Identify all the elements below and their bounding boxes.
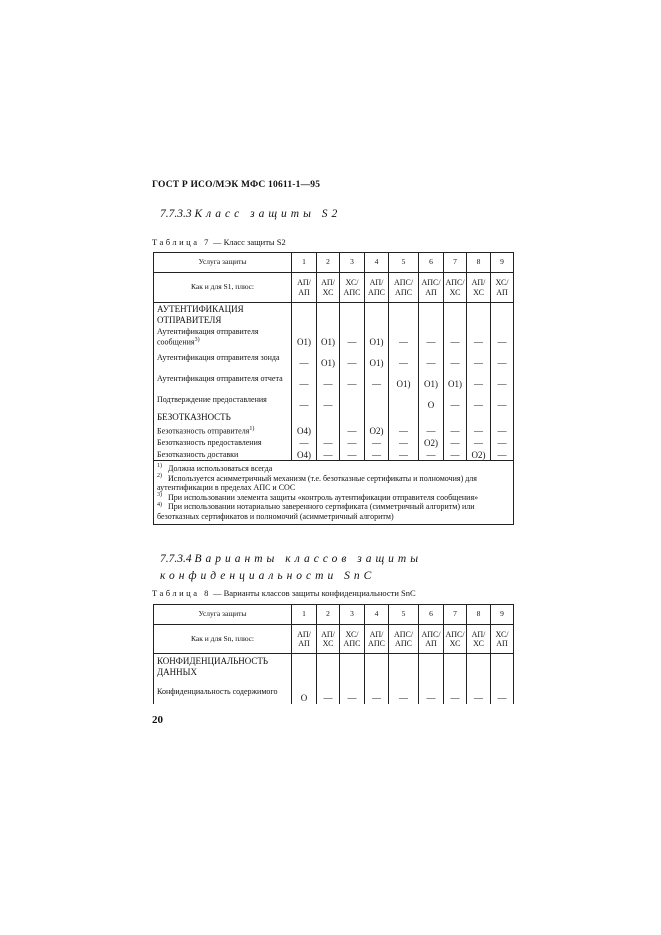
value-cell: O2)	[419, 437, 444, 449]
table8-row2-label: Как и для Sn, плюс:	[154, 625, 292, 654]
value-cell: O2)	[365, 425, 389, 437]
footnote: $^{3)}$ При использовании элемента защиты «контроль аутентификации отправителя сообщения»	[157, 491, 479, 502]
value-cell: O1)	[389, 369, 419, 390]
col-num: 3	[340, 605, 365, 625]
value-cell: —	[317, 449, 340, 461]
value-cell: —	[467, 680, 491, 704]
mode-cell: АПС/ АПС	[389, 625, 419, 654]
document-header: ГОСТ Р ИСО/МЭК МФС 10611-1—95	[152, 180, 321, 190]
table7-row	[154, 327, 514, 348]
section-number: 7.7.3.3	[160, 208, 192, 220]
value-cell: —	[340, 369, 365, 390]
table7-row	[154, 425, 514, 437]
value-cell: O1)	[365, 327, 389, 348]
col-num: 2	[317, 605, 340, 625]
table8	[153, 604, 514, 704]
value-cell: O1)	[292, 327, 317, 348]
col-num: 8	[467, 253, 491, 273]
row-label: Аутентификация отправителя зонда	[154, 348, 292, 369]
value-cell: O4)	[292, 449, 317, 461]
section-number: 7.7.3.4	[160, 553, 192, 565]
value-cell: O1)	[419, 369, 444, 390]
table8-caption-prefix: Таблица 8	[152, 588, 211, 598]
section-title: Варианты классов защиты конфиденциальности SnC	[160, 553, 423, 582]
mode-cell: ХС/ АП	[491, 625, 514, 654]
section-title: Класс защиты S2	[194, 208, 342, 220]
value-cell: —	[491, 425, 514, 437]
value-cell: —	[340, 425, 365, 437]
value-cell: —	[340, 437, 365, 449]
value-cell: —	[444, 327, 467, 348]
value-cell: —	[419, 680, 444, 704]
value-cell: —	[491, 369, 514, 390]
value-cell: O	[292, 680, 317, 704]
value-cell: —	[467, 348, 491, 369]
footnote: $^{2)}$ Используется асимметричный механизм (т.е. безотказные сертификаты и полномочия) для аутентификации в пределах АПС и СОС	[157, 472, 477, 492]
value-cell: —	[292, 437, 317, 449]
col-num: 8	[467, 605, 491, 625]
footnote: $^{4)}$ При использовании нотариально заверенного сертификата (симметричный алгоритм) или безотказных сертификатов и полномочий (асимметричный алгоритм)	[157, 501, 475, 521]
value-cell: —	[491, 680, 514, 704]
col-num: 3	[340, 253, 365, 273]
group-heading: КОНФИДЕНЦИАЛЬНОСТЬ ДАННЫХ	[154, 654, 292, 680]
col-num: 9	[491, 253, 514, 273]
mode-cell: АП/ АП	[292, 625, 317, 654]
table7-row	[154, 390, 514, 411]
table7-header-row	[154, 253, 514, 273]
value-cell: —	[292, 369, 317, 390]
value-cell: —	[365, 680, 389, 704]
value-cell: —	[389, 437, 419, 449]
mode-cell: ХС/ АПС	[340, 625, 365, 654]
mode-cell: АП/ АПС	[365, 625, 389, 654]
table7	[153, 252, 514, 525]
col-num: 5	[389, 253, 419, 273]
value-cell: —	[317, 369, 340, 390]
page-number: 20	[152, 714, 163, 726]
value-cell: —	[365, 369, 389, 390]
footnote: $^{1)}$ Должна использоваться всегда	[157, 463, 273, 473]
mode-cell: АП/ ХС	[467, 625, 491, 654]
value-cell: —	[444, 348, 467, 369]
table8-row	[154, 680, 514, 704]
row-label: Безотказность отправителя$^{1)}$	[154, 425, 292, 437]
mode-cell: ХС/ АПС	[340, 273, 365, 303]
mode-cell: АП/ ХС	[467, 273, 491, 303]
value-cell: —	[491, 390, 514, 411]
value-cell: —	[467, 327, 491, 348]
value-cell: O	[419, 390, 444, 411]
group-heading: БЕЗОТКАЗНОСТЬ	[154, 411, 292, 425]
mode-cell: АПС/ АПС	[389, 273, 419, 303]
table7-caption	[152, 237, 286, 247]
col-num: 7	[444, 605, 467, 625]
table8-caption	[152, 588, 416, 598]
value-cell: —	[444, 680, 467, 704]
value-cell: —	[444, 425, 467, 437]
value-cell: —	[340, 680, 365, 704]
value-cell: —	[419, 425, 444, 437]
value-cell: —	[491, 437, 514, 449]
table7-group1-row	[154, 303, 514, 327]
value-cell: —	[444, 390, 467, 411]
value-cell: —	[389, 449, 419, 461]
table8-mode-row	[154, 625, 514, 654]
value-cell: —	[389, 425, 419, 437]
value-cell: O1)	[365, 348, 389, 369]
value-cell: —	[292, 348, 317, 369]
value-cell: —	[317, 680, 340, 704]
mode-cell: АП/ ХС	[317, 625, 340, 654]
group-heading: АУТЕНТИФИКАЦИЯ ОТПРАВИТЕЛЯ	[154, 303, 292, 327]
table7-footnotes	[154, 461, 514, 525]
value-cell: —	[467, 437, 491, 449]
value-cell	[317, 425, 340, 437]
value-cell: —	[389, 327, 419, 348]
row-label: Аутентификация отправителя отчета	[154, 369, 292, 390]
table8-caption-text: — Варианты классов защиты конфиденциальности SnC	[212, 588, 416, 598]
row-label: Безотказность предоставления	[154, 437, 292, 449]
table7-caption-text: — Класс защиты S2	[212, 237, 286, 247]
value-cell: —	[491, 348, 514, 369]
value-cell: —	[292, 390, 317, 411]
table7-row	[154, 449, 514, 461]
row-label: Аутентификация отправителя сообщения$^{3)}$	[154, 327, 292, 348]
col-num: 4	[365, 253, 389, 273]
row-label: Безотказность доставки	[154, 449, 292, 461]
value-cell: —	[389, 348, 419, 369]
table7-row	[154, 369, 514, 390]
value-cell: —	[340, 348, 365, 369]
value-cell: —	[491, 449, 514, 461]
mode-cell: АПС/ АП	[419, 625, 444, 654]
row-label: Конфиденциальность содержимого	[154, 680, 292, 704]
value-cell: —	[317, 390, 340, 411]
value-cell: O1)	[317, 348, 340, 369]
value-cell: —	[467, 425, 491, 437]
col-num: 6	[419, 605, 444, 625]
table7-mode-row	[154, 273, 514, 303]
table7-row	[154, 437, 514, 449]
table7-row	[154, 348, 514, 369]
value-cell: —	[419, 327, 444, 348]
row-label: Подтверждение предоставления	[154, 390, 292, 411]
table7-footnotes-row	[154, 461, 514, 525]
table7-group2-row	[154, 411, 514, 425]
table8-header-row	[154, 605, 514, 625]
value-cell: —	[467, 390, 491, 411]
mode-cell: АП/ АП	[292, 273, 317, 303]
col-num: 9	[491, 605, 514, 625]
col-num: 5	[389, 605, 419, 625]
mode-cell: ХС/ АП	[491, 273, 514, 303]
value-cell: O1)	[317, 327, 340, 348]
value-cell	[340, 390, 365, 411]
value-cell: —	[444, 449, 467, 461]
section-heading-7734	[160, 551, 520, 584]
col-num: 6	[419, 253, 444, 273]
value-cell: —	[419, 348, 444, 369]
col-num: 1	[292, 605, 317, 625]
mode-cell: АПС/ ХС	[444, 625, 467, 654]
col-num: 1	[292, 253, 317, 273]
value-cell: —	[365, 449, 389, 461]
col-num: 7	[444, 253, 467, 273]
table8-head-label: Услуга защиты	[154, 605, 292, 625]
value-cell: —	[444, 437, 467, 449]
value-cell: —	[389, 680, 419, 704]
value-cell: —	[365, 437, 389, 449]
mode-cell: АП/ АПС	[365, 273, 389, 303]
value-cell: —	[491, 327, 514, 348]
value-cell	[365, 390, 389, 411]
section-heading-7733	[160, 208, 341, 220]
mode-cell: АПС/ АП	[419, 273, 444, 303]
col-num: 4	[365, 605, 389, 625]
mode-cell: АП/ ХС	[317, 273, 340, 303]
value-cell	[389, 390, 419, 411]
table7-row2-label: Как и для S1, плюс:	[154, 273, 292, 303]
value-cell: —	[340, 327, 365, 348]
table7-caption-prefix: Таблица 7	[152, 237, 211, 247]
value-cell: —	[467, 369, 491, 390]
value-cell: —	[340, 449, 365, 461]
value-cell: O4)	[292, 425, 317, 437]
mode-cell: АПС/ ХС	[444, 273, 467, 303]
value-cell: O2)	[467, 449, 491, 461]
table8-group1-row	[154, 654, 514, 680]
table7-head-label: Услуга защиты	[154, 253, 292, 273]
value-cell: —	[317, 437, 340, 449]
value-cell: —	[419, 449, 444, 461]
value-cell: O1)	[444, 369, 467, 390]
col-num: 2	[317, 253, 340, 273]
